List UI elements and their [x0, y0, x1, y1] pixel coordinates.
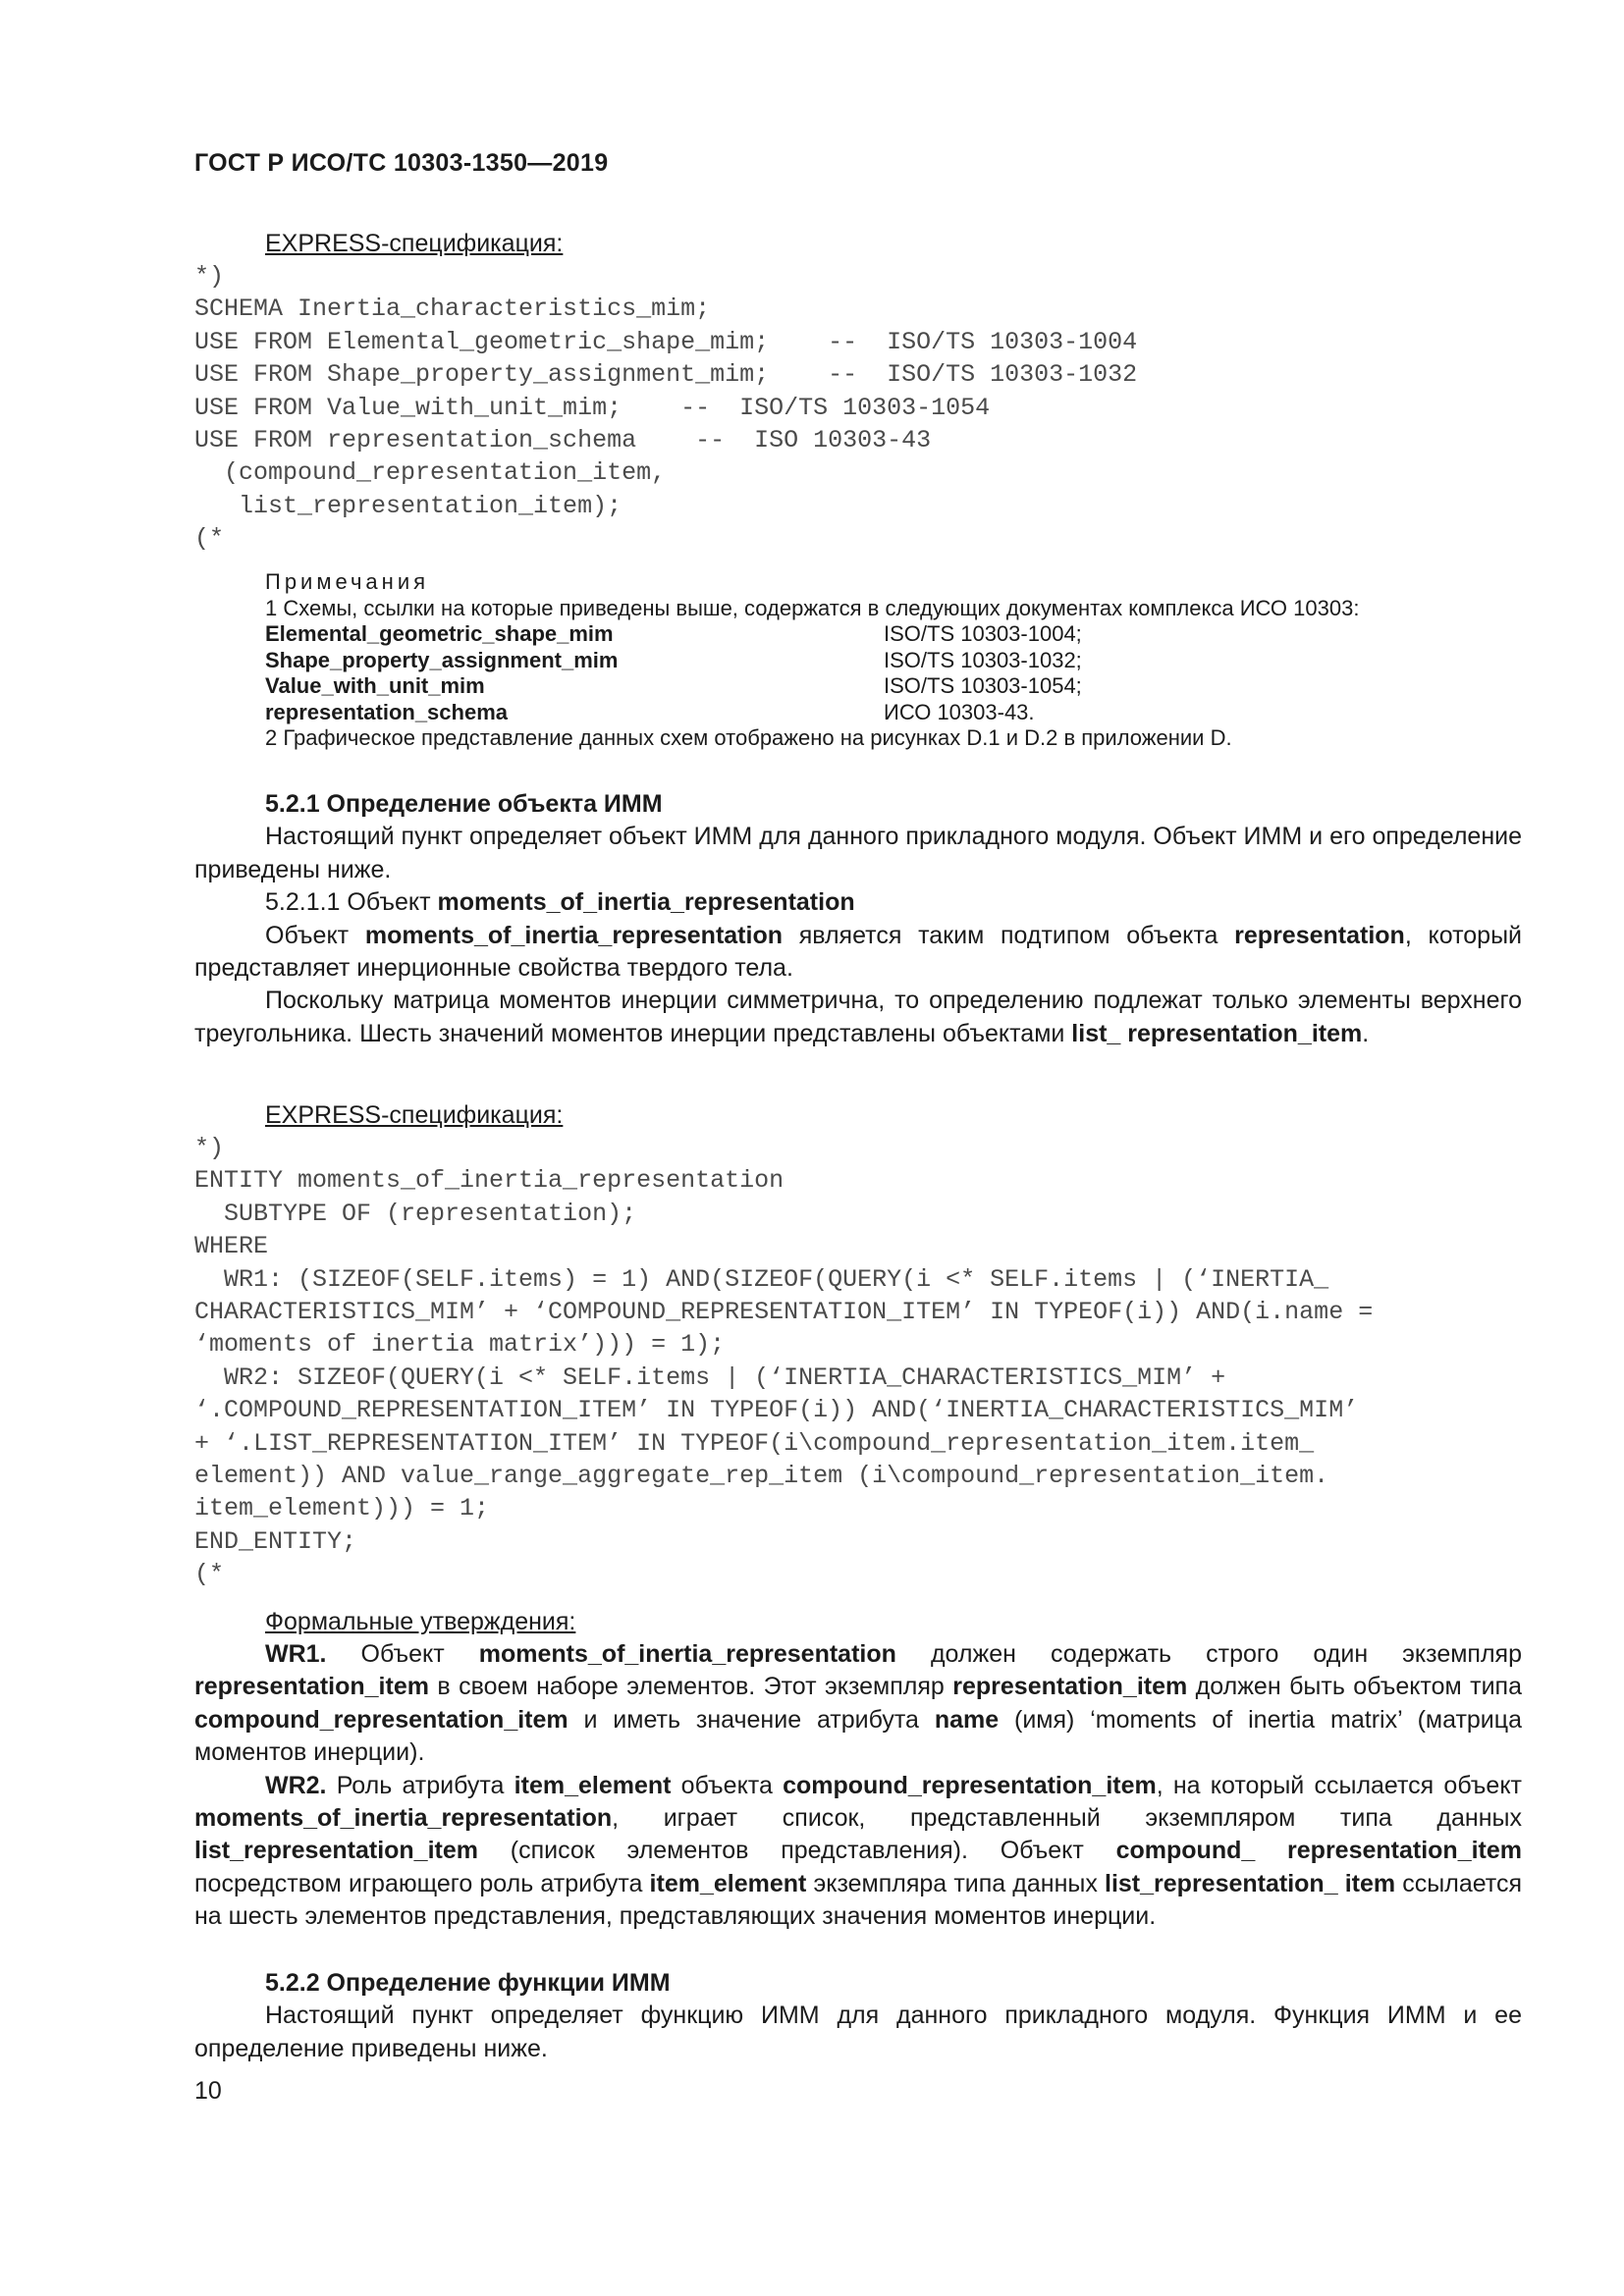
subsection-heading [194, 886, 1522, 919]
ref-name: Value_with_unit_mim [265, 673, 485, 698]
text-run: Объект [326, 1640, 479, 1668]
formal-label: Формальные утверждения: [265, 1608, 576, 1635]
ref-doc: ИСО 10303-43. [884, 699, 1035, 724]
entity-name: list_representation_ item [1105, 1869, 1396, 1897]
schema-reference-list [265, 621, 1522, 725]
express-label: EXPRESS-спецификация: [265, 230, 564, 257]
entity-name: name [934, 1705, 1000, 1734]
entity-name: representation_item [194, 1673, 429, 1701]
notes-block [265, 569, 1522, 752]
entity-name: compound_representation_item [194, 1705, 568, 1734]
text-run: должен содержать строго один экземпляр [895, 1640, 1522, 1668]
text-run: , который представляет инерционные свойства твердого тела. [194, 921, 1522, 983]
ref-doc: ISO/TS 10303-1004; [884, 621, 1082, 646]
rule-wr1 [194, 1638, 1522, 1770]
note-1: 1 Схемы, ссылки на которые приведены выше, содержатся в следующих документах комплекса ИСО 10303: [265, 595, 1360, 620]
text-run: Объект [265, 921, 365, 949]
text-run: посредством играющего роль атрибута [194, 1869, 650, 1897]
text-run: объекта [671, 1771, 784, 1799]
entity-name: list_representation_item [194, 1837, 478, 1865]
entity-name: list_ representation_item [1071, 1019, 1363, 1047]
paragraph [194, 920, 1522, 986]
paragraph: Настоящий пункт определяет функцию ИММ для данного прикладного модуля. Функция ИММ и ее определение приведены ниже. [194, 2002, 1522, 2062]
note-2: 2 Графическое представление данных схем отображено на рисунках D.1 и D.2 в приложении D. [265, 725, 1232, 750]
section-heading: 5.2.1 Определение объекта ИММ [265, 790, 663, 818]
text-run: , играет список, представленный экземпляром типа данных [612, 1804, 1522, 1833]
text-run: Роль атрибута [326, 1771, 514, 1799]
entity-name: item_element [514, 1771, 672, 1799]
entity-name: moments_of_inertia_representation [437, 888, 855, 917]
entity-name: compound_ representation_item [1115, 1837, 1523, 1865]
ref-name: representation_schema [265, 699, 508, 724]
code-listing-entity: *) ENTITY moments_of_inertia_representation SUBTYPE OF (representation); WHERE WR1: (SIZEOF(SELF.items) = 1) AND(SIZEOF(QUERY(i <* SELF.items | (‘INERTIA_ CHARACTERISTICS_MIM’ + ‘COMPOUND_REPRESENTATION_ITEM’ IN TYPEOF(i)) AND(i.name = ‘moments of inertia matrix’))) = 1); WR2: SIZEOF(QUERY(i <* SELF.items | (‘INERTIA_CHARACTERISTICS_MIM’ + ‘.COMPOUND_REPRESENTATION_ITEM’ IN TYPEOF(i)) AND(‘INERTIA_CHARACTERISTICS_MIM’ + ‘.LIST_REPRESENTATION_ITEM’ IN TYPEOF(i\compound_representation_item.item_ element)) AND value_range_aggregate_rep_item (i\compound_representation_item. item_element))) = 1; END_ENTITY; (* [194, 1134, 1374, 1589]
text-run: экземпляра типа данных [806, 1869, 1106, 1897]
text-run: (имя) ‘moments of inertia matrix’ (матрица моментов инерции). [194, 1705, 1522, 1767]
rule-tag: WR2. [265, 1771, 327, 1799]
text-run: является таким подтипом объекта [782, 921, 1235, 949]
express-block-1 [194, 228, 1522, 556]
ref-name: Shape_property_assignment_mim [265, 647, 619, 672]
text-run: . [1362, 1019, 1370, 1047]
code-listing-schema: *) SCHEMA Inertia_characteristics_mim; USE FROM Elemental_geometric_shape_mim; -- ISO/TS 10303-1004 USE FROM Shape_property_assignment_mim; -- ISO/TS 10303-1032 USE FROM Value_with_unit_mim; -- ISO/TS 10303-1054 USE FROM representation_schema -- ISO 10303-43 (compound_representation_item, list_representation_item); (* [194, 262, 1138, 554]
section-5-2-1 [194, 788, 1522, 1050]
ref-doc: ISO/TS 10303-1054; [884, 673, 1082, 698]
text-run: 5.2.1.1 Объект [265, 888, 438, 917]
section-heading: 5.2.2 Определение функции ИММ [265, 1969, 671, 1997]
entity-name: representation [1234, 921, 1405, 949]
entity-name: moments_of_inertia_representation [194, 1804, 613, 1833]
text-run: Поскольку матрица моментов инерции симметрична, то определению подлежат только элементы верхнего треугольника. Шесть значений моментов инерции представлены объектами [194, 987, 1522, 1047]
notes-title: Примечания [265, 569, 430, 594]
text-run: и иметь значение атрибута [568, 1705, 935, 1734]
text-run: в своем наборе элементов. Этот экземпляр [428, 1673, 953, 1701]
express-label: EXPRESS-спецификация: [265, 1101, 564, 1129]
rule-wr2 [194, 1770, 1522, 1934]
entity-name: compound_representation_item [783, 1771, 1157, 1799]
text-run: , на который ссылается объект [1156, 1771, 1523, 1799]
paragraph: Настоящий пункт определяет объект ИММ для данного прикладного модуля. Объект ИММ и его определение приведены ниже. [194, 823, 1522, 883]
express-block-2 [194, 1099, 1522, 1591]
page-number: 10 [194, 2077, 222, 2105]
entity-name: item_element [649, 1869, 807, 1897]
entity-name: moments_of_inertia_representation [364, 921, 783, 949]
document-header: ГОСТ Р ИСО/ТС 10303-1350—2019 [194, 149, 609, 177]
entity-name: representation_item [952, 1673, 1188, 1701]
ref-doc: ISO/TS 10303-1032; [884, 647, 1082, 672]
formal-propositions [194, 1606, 1522, 1934]
section-5-2-2 [194, 1967, 1522, 2065]
ref-name: Elemental_geometric_shape_mim [265, 621, 614, 646]
text-run: должен быть объектом типа [1187, 1673, 1522, 1701]
text-run: ссылается на шесть элементов представления, представляющих значения моментов инерции. [194, 1869, 1523, 1931]
text-run: (список элементов представления). Объект [478, 1837, 1116, 1865]
rule-tag: WR1. [265, 1640, 327, 1668]
entity-name: moments_of_inertia_representation [478, 1640, 896, 1668]
paragraph [194, 985, 1522, 1050]
